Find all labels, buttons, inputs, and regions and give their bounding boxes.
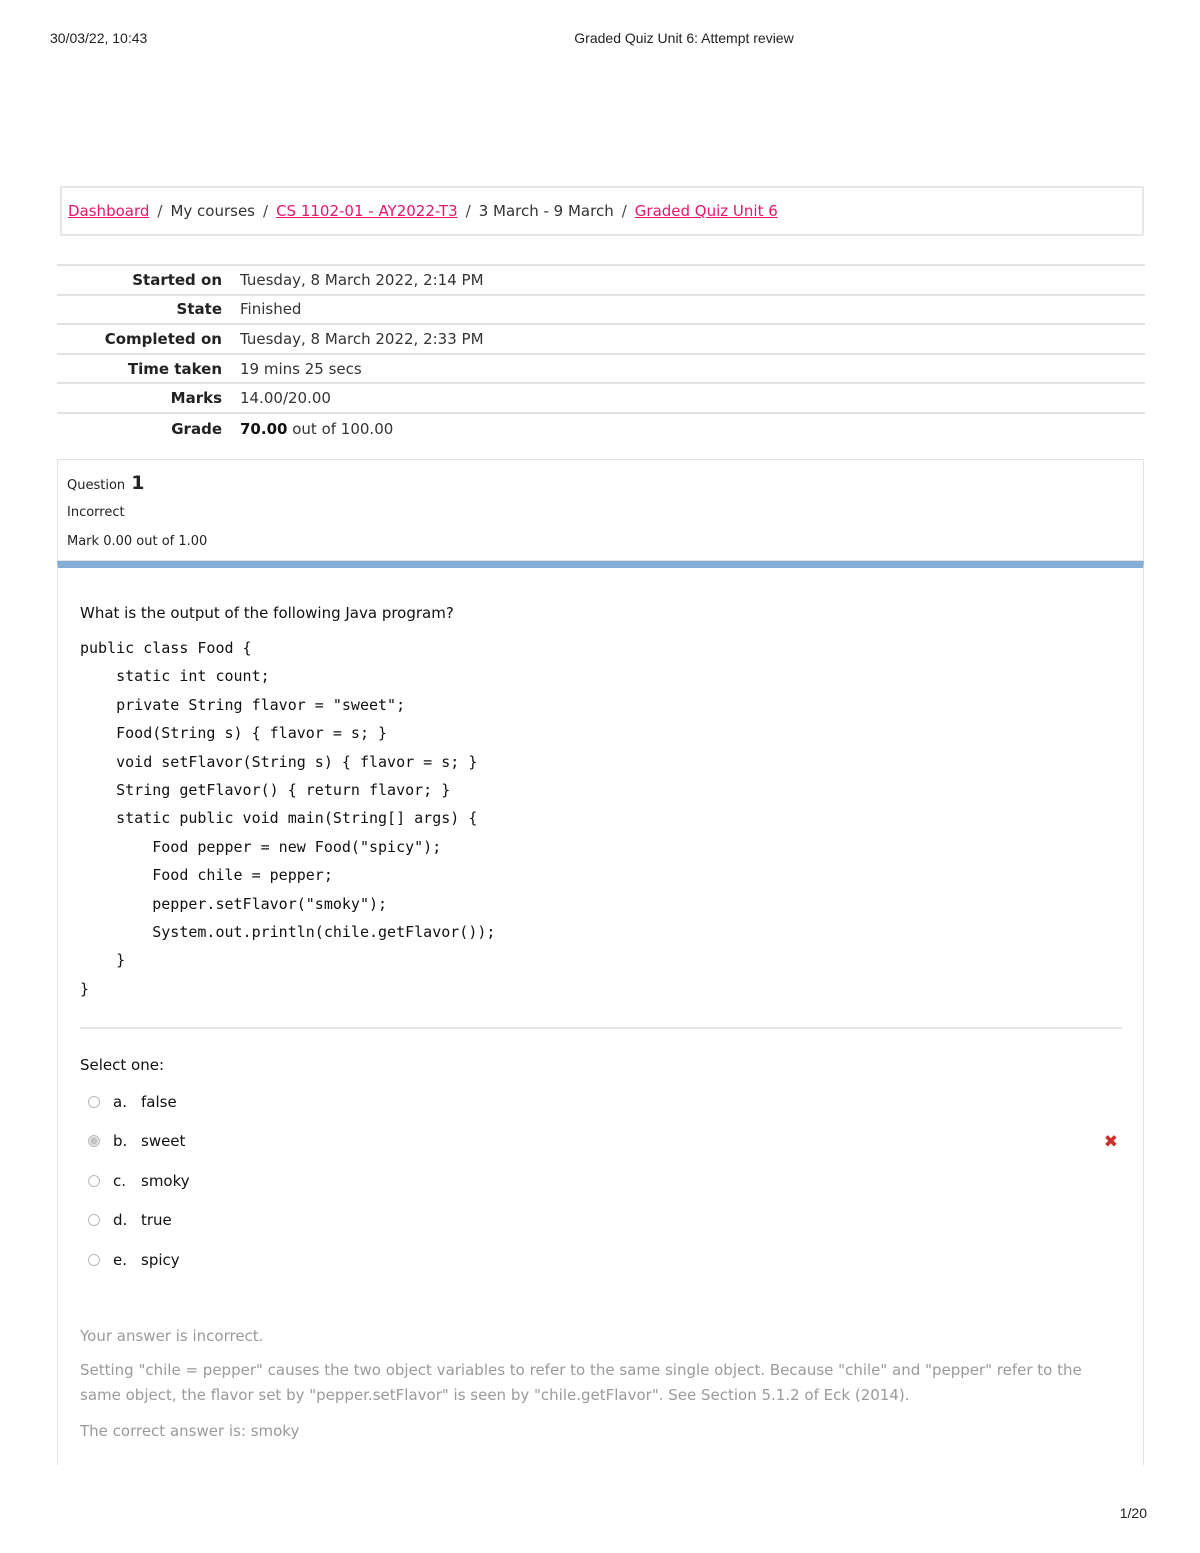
summary-value: Finished [240,300,302,319]
answer-option-d[interactable] [88,1201,1118,1241]
option-text: false [141,1092,177,1111]
code-line: private String flavor = "sweet"; [80,695,406,714]
summary-row-marks [57,384,1145,414]
breadcrumb-my-courses: My courses [170,202,255,220]
breadcrumb-quiz-link[interactable]: Graded Quiz Unit 6 [634,202,778,220]
question-mark: Mark 0.00 out of 1.00 [67,534,208,549]
breadcrumb-week: 3 March - 9 March [478,202,614,220]
code-line: static public void main(String[] args) { [80,809,478,828]
breadcrumb-separator: / [465,202,471,220]
answer-option-c[interactable] [88,1161,1118,1201]
breadcrumb [60,186,1144,236]
question-text: What is the output of the following Java program? [80,604,454,622]
feedback-explanation: Setting "chile = pepper" causes the two object variables to refer to the same single object. Because "chile" and "pepper" refer to the same object, the flavor set by "pepper.setFlavor" is seen by "chile.getFlavor". See Section 5.1.2 of Eck (2014). [80,1361,1082,1404]
summary-row-started [57,266,1145,296]
option-text: spicy [141,1250,180,1269]
feedback-status: Your answer is incorrect. [80,1327,264,1345]
correct-answer: The correct answer is: smoky [80,1422,300,1440]
question-formulation [57,561,1144,1305]
code-line: public class Food { [80,639,252,657]
summary-label: Started on [132,270,222,289]
code-line: void setFlavor(String s) { flavor = s; } [80,752,478,771]
summary-value: 14.00/20.00 [240,389,331,408]
question-feedback [57,1305,1144,1465]
code-line: } [80,951,126,970]
answer-options [88,1082,1118,1280]
radio-button-selected[interactable] [88,1135,100,1147]
breadcrumb-course-link[interactable]: CS 1102-01 - AY2022-T3 [276,202,458,220]
code-line: Food(String s) { flavor = s; } [80,724,388,743]
summary-value [222,420,393,438]
answer-option-e[interactable] [88,1240,1118,1280]
option-letter: e. [113,1250,127,1269]
grade-value: 70.00 [240,419,288,438]
answer-option-a[interactable] [88,1082,1118,1122]
option-letter: a. [113,1092,127,1111]
summary-label: Marks [170,389,222,408]
radio-button[interactable] [88,1254,100,1266]
summary-label: Grade [171,419,222,438]
summary-row-state [57,296,1145,326]
option-text: true [141,1211,172,1230]
radio-button[interactable] [88,1096,100,1108]
code-line: Food pepper = new Food("spicy"); [80,837,442,856]
code-line: Food chile = pepper; [80,866,333,885]
breadcrumb-separator: / [157,202,163,220]
breadcrumb-separator: / [621,202,627,220]
question-state: Incorrect [67,505,125,520]
breadcrumb-dashboard-link[interactable]: Dashboard [68,202,150,220]
attempt-summary-table [57,264,1145,444]
summary-label: Completed on [104,329,222,348]
radio-button[interactable] [88,1175,100,1187]
option-letter: c. [113,1171,127,1190]
summary-row-time-taken [57,355,1145,385]
breadcrumb-separator: / [263,202,269,220]
summary-row-completed [57,325,1145,355]
summary-row-grade [57,414,1145,444]
code-block [80,634,495,1003]
option-text: smoky [141,1171,190,1190]
code-line: static int count; [80,667,270,686]
question-info [57,459,1144,561]
option-letter: b. [113,1132,128,1151]
divider [80,1027,1122,1029]
code-line: } [80,979,90,998]
summary-label: State [176,300,222,319]
print-date: 30/03/22, 10:43 [50,30,148,46]
summary-value: Tuesday, 8 March 2022, 2:14 PM [240,270,484,289]
question-number [67,472,145,494]
code-line: pepper.setFlavor("smoky"); [80,894,388,913]
summary-value: 19 mins 25 secs [240,359,362,378]
radio-button[interactable] [88,1214,100,1226]
grade-suffix: out of 100.00 [292,419,394,438]
summary-label: Time taken [127,359,222,378]
print-page-number: 1/20 [1119,1505,1147,1521]
option-text: sweet [141,1132,186,1151]
print-title: Graded Quiz Unit 6: Attempt review [574,30,794,46]
answer-option-b[interactable] [88,1122,1118,1162]
code-line: String getFlavor() { return flavor; } [80,781,451,800]
question-number-value: 1 [131,472,145,494]
select-one-prompt: Select one: [80,1056,165,1074]
option-letter: d. [113,1211,128,1230]
question-label: Question [67,478,126,493]
print-header [0,30,1200,50]
code-line: System.out.println(chile.getFlavor()); [80,923,496,942]
incorrect-cross-icon: ✖ [1103,1131,1118,1152]
summary-value: Tuesday, 8 March 2022, 2:33 PM [240,329,484,348]
